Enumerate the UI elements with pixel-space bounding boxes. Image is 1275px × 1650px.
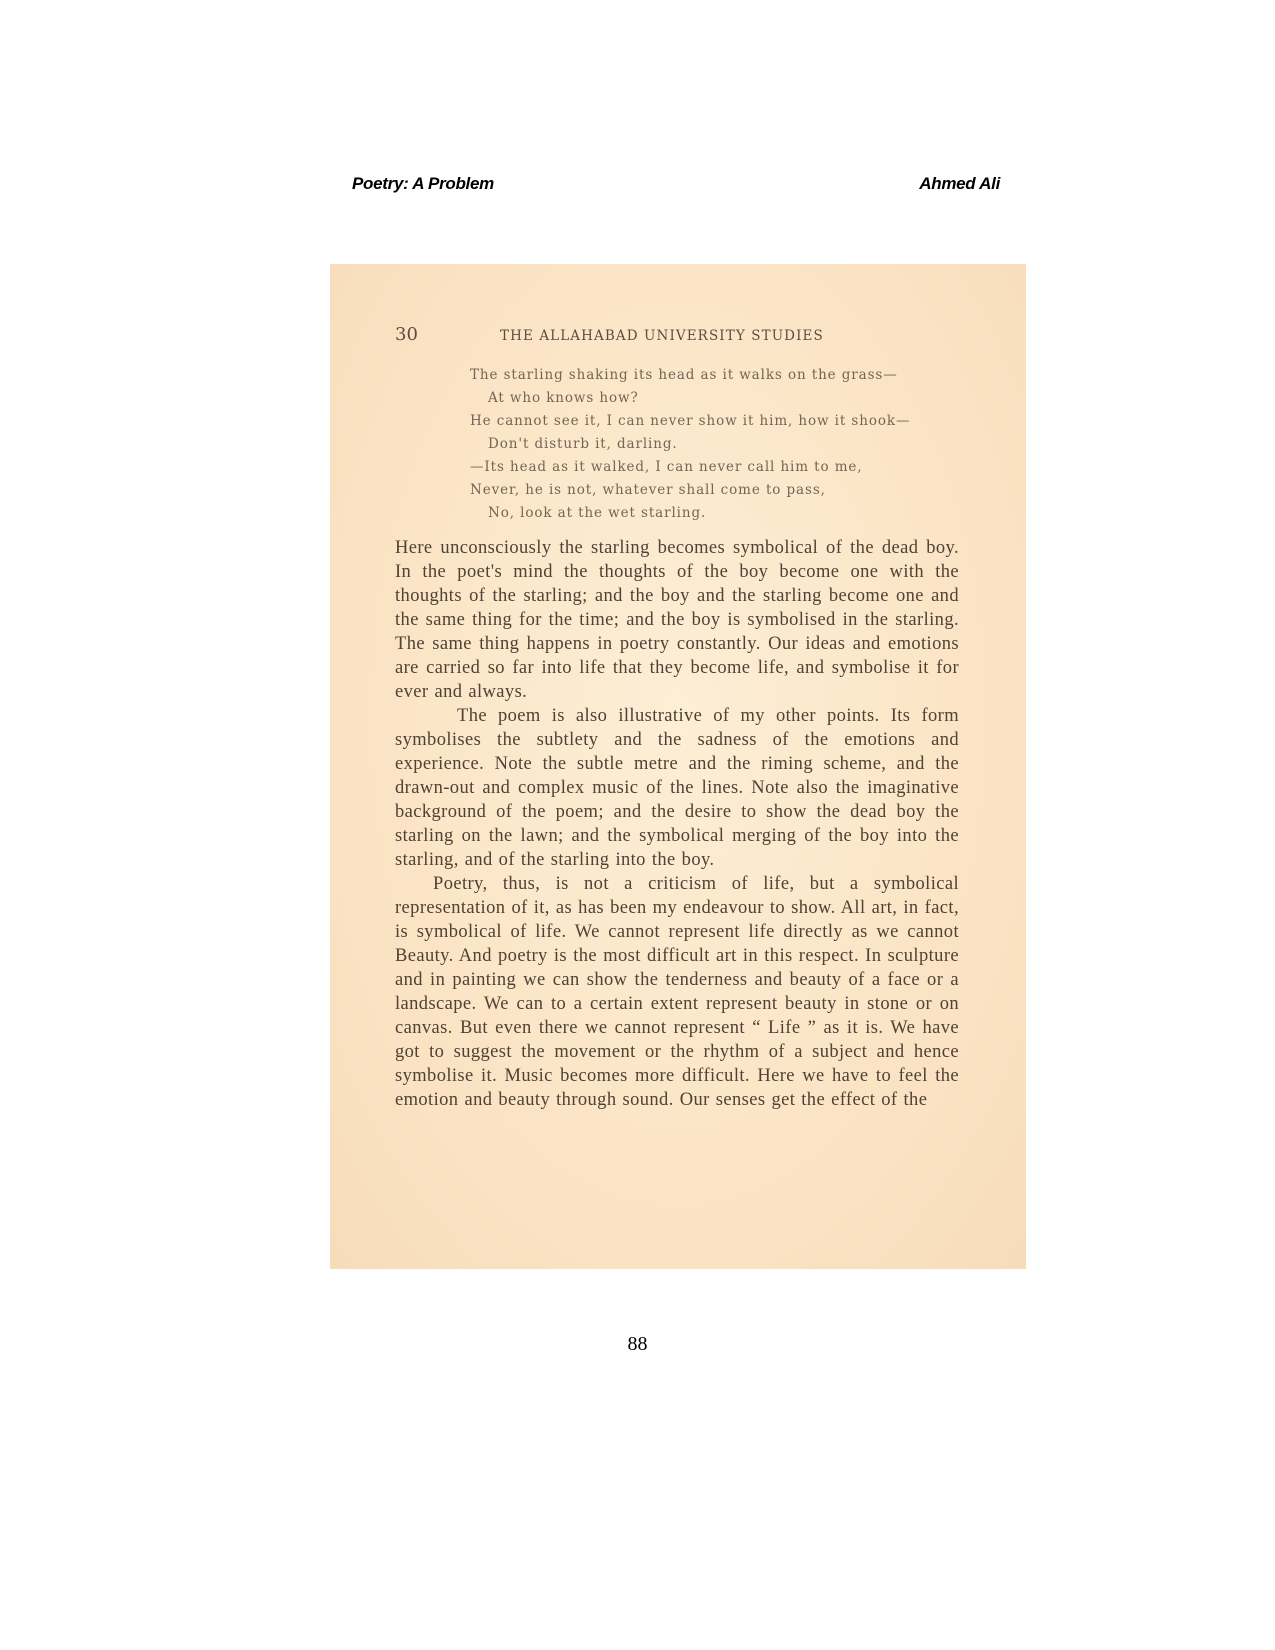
paragraph: Here unconsciously the starling becomes symbolical of the dead boy. In the poet's mind the thoughts of the boy become one with the thoughts of the starling; and the boy and the starling become one and the same thing for the time; and the boy is symbolised in the starling. The same thing happens in poetry constantly. Our ideas and emotions are carried so far into life that they become life, and symbolise it for ever and always. xyxy=(395,538,959,702)
body-text xyxy=(395,536,959,1112)
book-page-number: 30 xyxy=(395,324,418,345)
scanned-book-page xyxy=(330,264,1026,1269)
poem-line: He cannot see it, I can never show it him, how it shook— xyxy=(470,413,911,429)
poem-line: No, look at the wet starling. xyxy=(488,505,707,521)
running-head-title: Poetry: A Problem xyxy=(352,174,494,193)
poem-line: At who knows how? xyxy=(488,390,639,406)
paragraph: The poem is also illustrative of my other points. Its form symbolises the subtlety and the sadness of the emotions and experience. Note the subtle metre and the riming scheme, and the drawn-out and complex music of the lines. Note also the imaginative background of the poem; and the desire to show the dead boy the starling on the lawn; and the symbolical merging of the boy into the starling, and of the starling into the boy. xyxy=(395,706,959,870)
poem-line: The starling shaking its head as it walks on the grass— xyxy=(470,367,898,383)
poem-line: —Its head as it walked, I can never call him to me, xyxy=(470,459,863,475)
book-page-header xyxy=(395,324,865,345)
journal-title: THE ALLAHABAD UNIVERSITY STUDIES xyxy=(500,328,824,344)
poem-quotation xyxy=(470,364,970,525)
document-page-number: 88 xyxy=(627,1333,648,1355)
poem-line: Don't disturb it, darling. xyxy=(488,436,678,452)
paragraph: Poetry, thus, is not a criticism of life, but a symbolical representation of it, as has been my endeavour to show. All art, in fact, is symbolical of life. We cannot represent life directly as we cannot Beauty. And poetry is the most difficult art in this respect. In sculpture and in painting we can show the tenderness and beauty of a face or a landscape. We can to a certain extent represent beauty in stone or on canvas. But even there we cannot represent “ Life ” as it is. We have got to suggest the movement or the rhythm of a subject and hence symbolise it. Music becomes more difficult. Here we have to feel the emotion and beauty through sound. Our senses get the effect of the xyxy=(395,874,959,1110)
poem-line: Never, he is not, whatever shall come to pass, xyxy=(470,482,826,498)
running-head-author: Ahmed Ali xyxy=(919,174,1000,193)
